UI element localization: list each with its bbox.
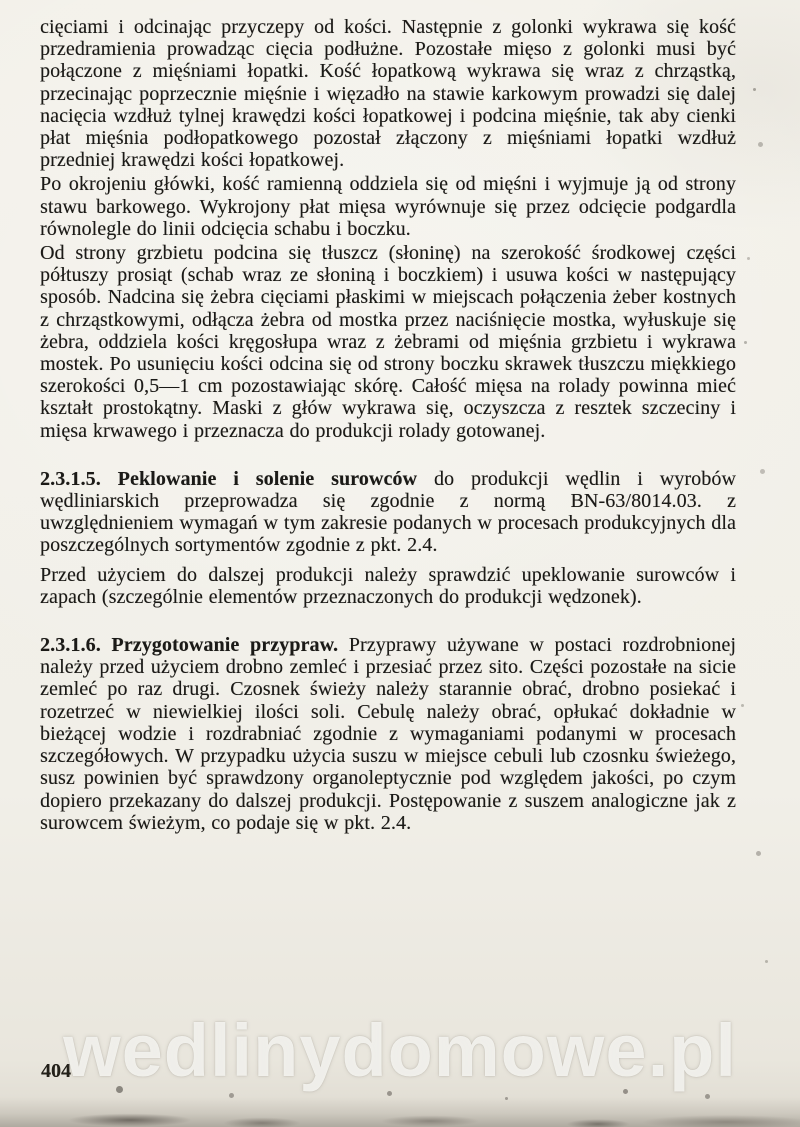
watermark-text: wedlinydomowe.pl: [63, 1009, 737, 1092]
section-2-3-1-6-body: Przyprawy używane w postaci rozdrobnionej należy przed użyciem drobno zemleć i przesiać przez sito. Części pozostałe na sicie zemleć po raz drugi. Czosnek świeży należy starannie obrać, drobno posiekać i rozetrzeć w niewielkiej ilości soli. Cebulę należy obrać, opłukać dokładnie w bieżącej wodzie i rozdrabniać zgodnie z wymaganiami podanymi w procesach szczegółowych. W przypadku użycia suszu w miejsce cebuli lub czosnku świeżego, susz powinien być sprawdzony organoleptycznie pod względem jakości, po czym dopiero przekazany do dalszej produkcji. Postępowanie z suszem analogiczne jak z surowcem świeżym, co podaje się w pkt. 2.4.: [40, 634, 737, 834]
paragraph-glowka: Po okrojeniu główki, kość ramienną oddziela się od mięśni i wyjmuje ją od strony stawu barkowego. Wykrojony płat mięsa wyrównuje się przez odcięcie podgardla równolegle do linii odcięcia schabu i boczku.: [40, 173, 736, 240]
section-2-3-1-5: [40, 468, 736, 557]
section-2-3-1-5-body: do produkcji wędlin i wyrobów wędliniarskich przeprowadza się zgodnie z normą BN-63/8014.03. z uwzględnieniem wymagań w tym zakresie podanych w procesach produkcyjnych dla poszczególnych sortymentów zgodnie z pkt. 2.4.: [40, 467, 737, 557]
paragraph-grzbiet: Od strony grzbietu podcina się tłuszcz (słoninę) na szerokość środkowej części półtuszy prosiąt (schab wraz ze słoniną i boczkiem) i usuwa kości w następujący sposób. Nadcina się żebra cięciami płaskimi w miejscach połączenia żeber kostnych z chrząstkowymi, odłącza żebra od mostka przez naciśnięcie mostka, wyłuskuje się żebra, oddziela kości kręgosłupa wraz z żebrami od mięśnia grzbietu i wykrawa mostek. Po usunięciu kości odcina się od strony boczku skrawek tłuszczu miękkiego szerokości 0,5—1 cm pozostawiając skórę. Całość mięsa na rolady powinna mieć kształt prostokątny. Maski z głów wykrawa się, oczyszcza z resztek szczeciny i mięsa krwawego i przeznacza do produkcji rolady gotowanej.: [40, 242, 736, 442]
section-2-3-1-6: [40, 634, 736, 834]
section-2-3-1-6-heading: 2.3.1.6. Przygotowanie przypraw.: [40, 634, 339, 657]
page-number: 404: [41, 1060, 71, 1082]
section-2-3-1-5-heading: 2.3.1.5. Peklowanie i solenie surowców: [40, 467, 418, 490]
paragraph-peklowanie-check: Przed użyciem do dalszej produkcji należy sprawdzić upeklowanie surowców i zapach (szczególnie elementów przeznaczonych do produkcji wędzonek).: [40, 563, 736, 608]
scan-speckles: [0, 0, 3, 3]
paragraph-continuation: cięciami i odcinając przyczepy od kości. Następnie z golonki wykrawa się kość przedramienia prowadząc cięcia podłużne. Pozostałe mięso z golonki musi być połączone z mięśniami łopatki. Kość łopatkową wykrawa się wraz z chrząstką, przecinając poprzecznie mięśnie i więzadło na stawie karkowym prowadzi się dalej nacięcia wzdłuż tylnej krawędzi kości łopatkowej i podcina mięśnie, tak aby cienki płat mięśnia podłopatkowego pozostał złączony z mięśniami łopatki wzdłuż przedniej krawędzi kości łopatkowej.: [40, 16, 736, 172]
scan-edge-artifact: [0, 1097, 800, 1127]
page-text-block: [40, 16, 736, 836]
